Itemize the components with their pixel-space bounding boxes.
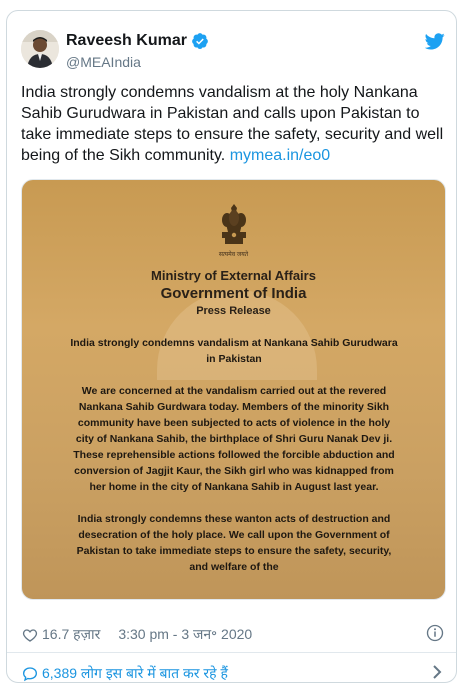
press-release-label: Press Release — [196, 305, 271, 317]
ministry-name: Ministry of External Affairs — [151, 268, 316, 283]
tweet-link[interactable]: mymea.in/eo0 — [229, 147, 331, 164]
author-handle[interactable]: @MEAIndia — [66, 54, 141, 70]
press-release-body — [68, 335, 400, 591]
conversation-link[interactable] — [22, 664, 228, 683]
press-release-paragraph-2: India strongly condemns these wanton acts of destruction and desecration of the holy place. We call upon the Government of Pakistan to take immediate steps to ensure the safety, security, and welfare of the — [76, 513, 392, 573]
tweet-actions — [22, 625, 252, 644]
comment-bubble-icon — [22, 666, 38, 682]
chevron-right-icon[interactable] — [432, 665, 442, 679]
tweet-timestamp[interactable]: 3:30 pm - 3 जन॰ 2020 — [118, 626, 253, 642]
like-count[interactable]: 16.7 हज़ार — [42, 626, 101, 642]
government-name: Government of India — [160, 285, 307, 302]
press-release-image[interactable] — [21, 179, 446, 600]
press-release-headline: India strongly condemns vandalism at Nankana Sahib Gurudwara in Pakistan — [70, 337, 398, 365]
divider — [7, 652, 456, 653]
verified-badge-icon — [191, 32, 209, 50]
twitter-bird-icon[interactable] — [425, 33, 445, 50]
tweet-text — [21, 82, 446, 166]
info-icon[interactable] — [426, 624, 444, 642]
tweet-card — [6, 10, 457, 683]
heart-icon[interactable] — [22, 627, 38, 643]
press-release-paragraph-1: We are concerned at the vandalism carried out at the revered Nankana Sahib Gurdwara today. Members of the minority Sikh community have been subjected to acts of violence in the holy city of Nankana Sahib, the birthplace of Shri Guru Nanak Dev ji. These reprehensible actions followed the forcible abduction and conversion of Jagjit Kaur, the Sikh girl who was kidnapped from her home in the city of Nankana Sahib in August last year. — [73, 385, 395, 493]
author-name[interactable]: Raveesh Kumar — [66, 32, 187, 49]
emblem-motto: सत्यमेव जयते — [218, 252, 249, 258]
tweet-body: India strongly condemns vandalism at the holy Nankana Sahib Gurudwara in Pakistan and calls upon Pakistan to take immediate steps to ensure the safety, security and well being of the Sikh community. — [21, 84, 444, 164]
conversation-count: 6,389 लोग इस बारे में बात कर रहे हैं — [42, 665, 228, 681]
avatar[interactable] — [21, 30, 59, 68]
